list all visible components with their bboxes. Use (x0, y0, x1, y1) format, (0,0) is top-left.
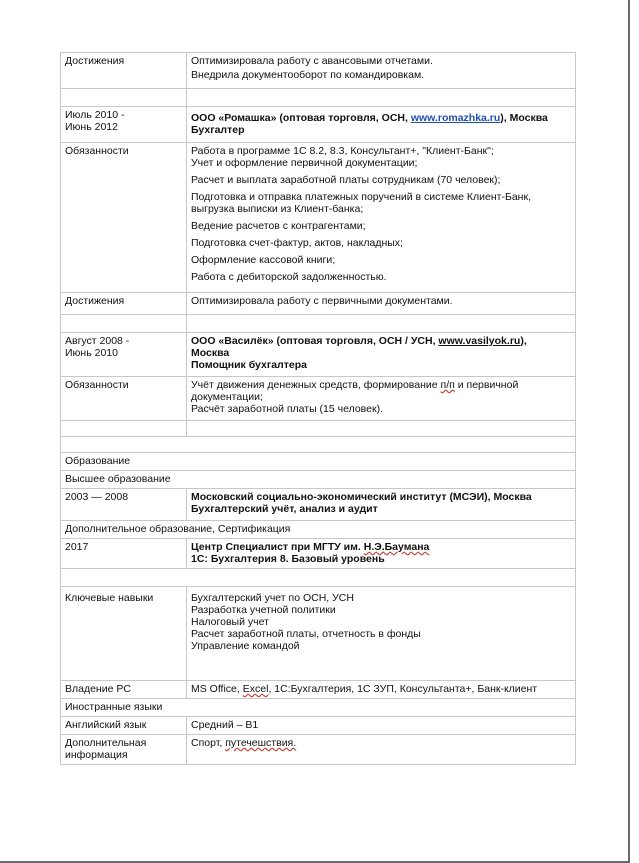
duties-text: Учёт движения денежных средств, формирование п/п и первичной документации; Расчёт заработной платы (15 человек). (187, 377, 576, 421)
spacer-row (61, 421, 576, 437)
company-website-link[interactable]: www.romazhka.ru (410, 112, 501, 124)
additional-education-row (61, 521, 576, 539)
duties-row-1 (61, 143, 576, 293)
achievements-row-2 (61, 293, 576, 315)
education-period: 2003 — 2008 (61, 489, 187, 521)
spacer-row (61, 89, 576, 107)
spacer-row-full (61, 437, 576, 453)
achievements-row-1 (61, 53, 576, 89)
duties-label: Обязанности (61, 143, 187, 293)
duty-item: Ведение расчетов с контрагентами; (191, 220, 366, 232)
language-name: Английский язык (61, 717, 187, 735)
english-row (61, 717, 576, 735)
skill-item: Налоговый учет (191, 616, 269, 628)
job-period: Июль 2010 - Июнь 2012 (61, 107, 187, 143)
education-heading: Образование (61, 453, 576, 471)
achievements-text: Оптимизировала работу с первичными документами. (187, 293, 576, 315)
duties-label: Обязанности (61, 377, 187, 421)
duty-item: Расчет и выплата заработной платы сотрудникам (70 человек); (191, 174, 501, 186)
languages-heading: Иностранные языки (61, 699, 576, 717)
achievements-text (187, 53, 576, 89)
spacer-row (61, 315, 576, 333)
job-company: ООО «Василёк» (оптовая торговля, ОСН / УСН, www.vasilyok.ru), Москва Помощник бухгалтера (187, 333, 576, 377)
job-position: Помощник бухгалтера (191, 359, 307, 371)
duty-item: Подготовка счет-фактур, актов, накладных; (191, 237, 403, 249)
skill-item: Разработка учетной политики (191, 604, 336, 616)
resume-table (60, 52, 576, 765)
skill-item: Управление командой (191, 640, 300, 652)
languages-header-row (61, 699, 576, 717)
job-row-2 (61, 333, 576, 377)
achievements-label: Достижения (61, 53, 187, 89)
achievements-label: Достижения (61, 293, 187, 315)
higher-education-heading: Высшее образование (61, 471, 576, 489)
education-entry-row (61, 489, 576, 521)
duty-item: Работа с дебиторской задолженностью. (191, 271, 387, 283)
duty-item: Работа в программе 1С 8.2, 8.3, Консультант+, "Клиент-Банк"; Учет и оформление первичной документации; (191, 145, 494, 169)
skills-label: Ключевые навыки (61, 587, 187, 681)
spacer-row-full (61, 569, 576, 587)
additional-education-heading: Дополнительное образование, Сертификация (61, 521, 576, 539)
extra-info-row (61, 735, 576, 765)
skill-item: Бухгалтерский учет по ОСН, УСН (191, 592, 354, 604)
skills-row (61, 587, 576, 681)
job-row-1 (61, 107, 576, 143)
extra-info-text: Спорт, путечешствия. (187, 735, 576, 765)
duties-list (187, 143, 576, 293)
extra-info-label: Дополнительная информация (61, 735, 187, 765)
skill-item: Расчет заработной платы, отчетность в фонды (191, 628, 421, 640)
pc-skills-row (61, 681, 576, 699)
pc-skills-text: MS Office, Excel, 1С:Бухгалтерия, 1С ЗУП, Консультанта+, Банк-клиент (187, 681, 576, 699)
language-level: Средний – B1 (187, 717, 576, 735)
education-institution: Московский социально-экономический институт (МСЭИ), Москва Бухгалтерский учёт, анализ и аудит (187, 489, 576, 521)
job-company: ООО «Ромашка» (оптовая торговля, ОСН, www.romazhka.ru), Москва Бухгалтер (187, 107, 576, 143)
job-period: Август 2008 - Июнь 2010 (61, 333, 187, 377)
certificate-details: Центр Специалист при МГТУ им. Н.Э.Баумана 1С: Бухгалтерия 8. Базовый уровень (187, 539, 576, 569)
higher-education-row (61, 471, 576, 489)
job-position: Бухгалтер (191, 124, 245, 136)
achievement-line: Внедрила документооборот по командировкам. (191, 69, 425, 81)
skills-list (187, 587, 576, 681)
duties-row-2 (61, 377, 576, 421)
duty-item: Подготовка и отправка платежных поручений в системе Клиент-Банк, выгрузка выписки из Клиент-банка; (191, 191, 531, 215)
company-website-link[interactable]: www.vasilyok.ru (438, 335, 521, 347)
duty-item: Оформление кассовой книги; (191, 254, 336, 266)
achievement-line: Оптимизировала работу с авансовыми отчетами. (191, 55, 433, 67)
pc-skills-label: Владение PC (61, 681, 187, 699)
education-header-row (61, 453, 576, 471)
certificate-row (61, 539, 576, 569)
certificate-year: 2017 (61, 539, 187, 569)
